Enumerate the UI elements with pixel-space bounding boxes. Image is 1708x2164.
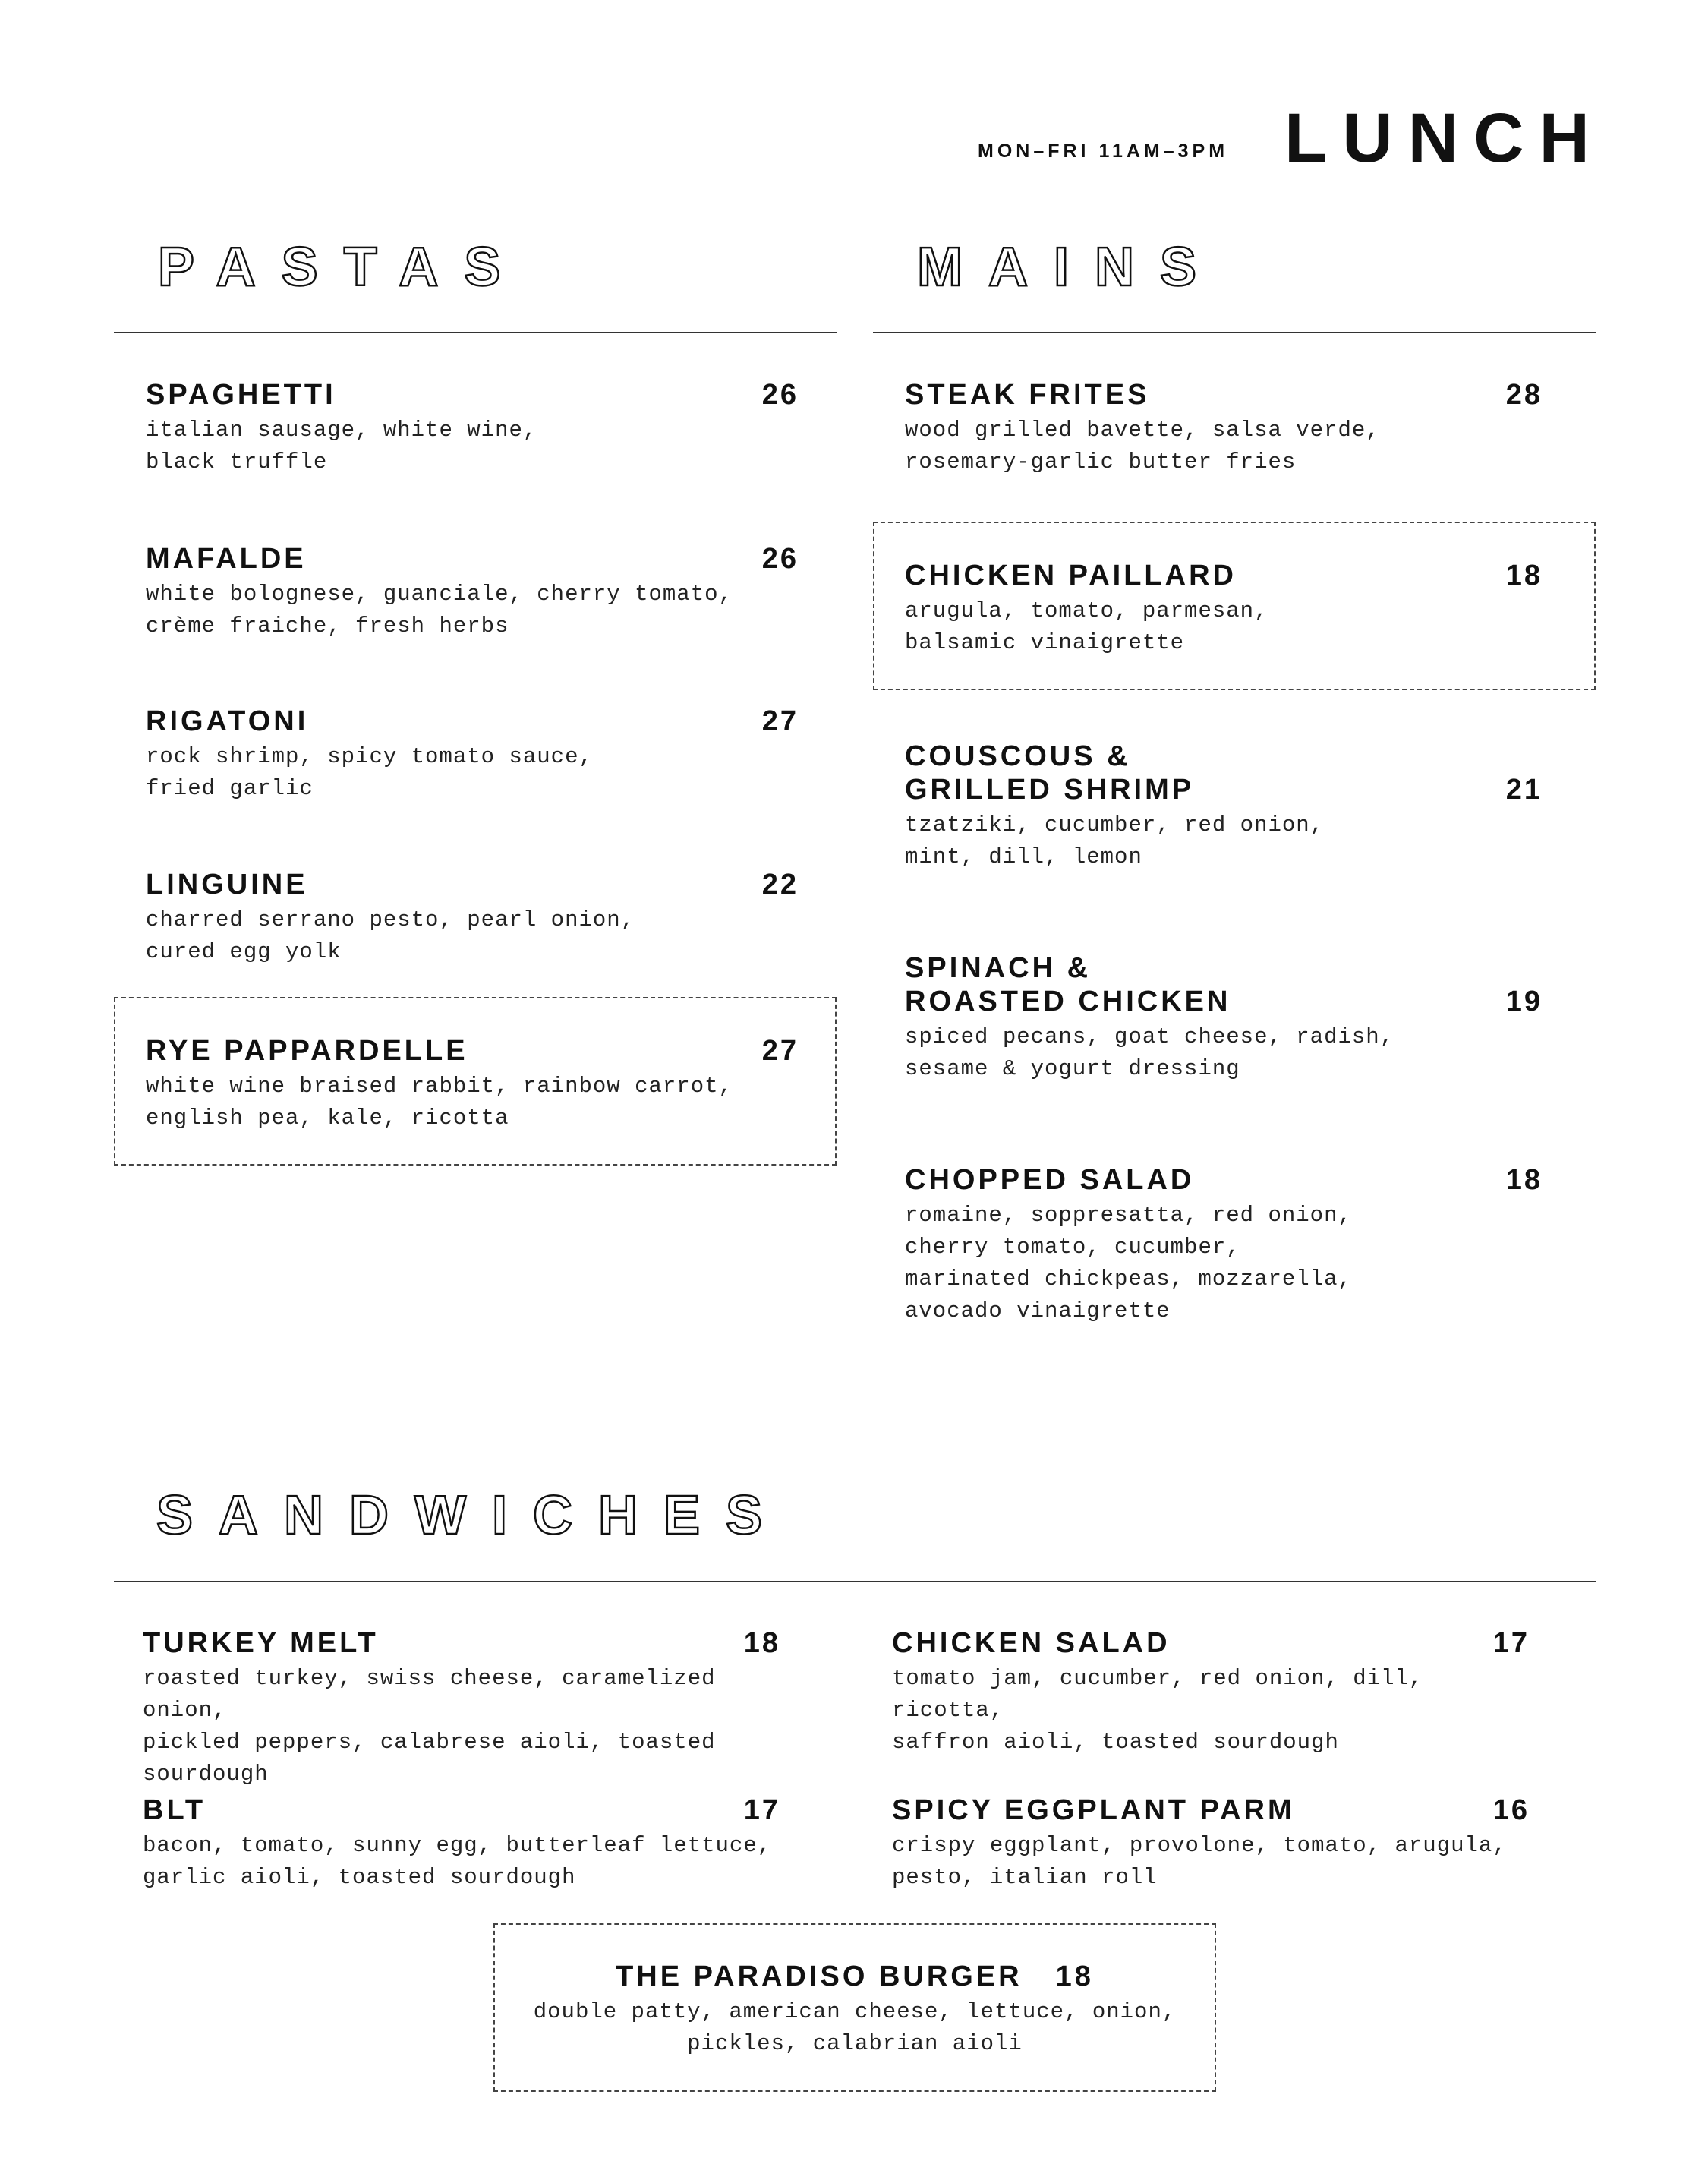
- meal-title: LUNCH: [1284, 99, 1605, 177]
- item-description: wood grilled bavette, salsa verde, rosemary-garlic butter fries: [905, 418, 1380, 475]
- item-price: 27: [761, 1035, 799, 1067]
- item-description: tzatziki, cucumber, red onion, mint, dill, lemon: [905, 812, 1325, 869]
- item-description: white bolognese, guanciale, cherry tomato, crème fraiche, fresh herbs: [146, 582, 733, 639]
- item-name: TURKEY MELT: [143, 1627, 379, 1659]
- item-name: CHICKEN PAILLARD: [905, 560, 1237, 591]
- item-name: STEAK FRITES: [905, 379, 1150, 411]
- item-description: white wine braised rabbit, rainbow carrot, english pea, kale, ricotta: [146, 1074, 733, 1131]
- item-price: 17: [743, 1794, 780, 1826]
- item-price: 26: [761, 543, 799, 575]
- item-name: CHOPPED SALAD: [905, 1164, 1195, 1196]
- item-price: 16: [1492, 1794, 1530, 1826]
- item-price: 19: [1505, 986, 1543, 1017]
- sandwiches-divider: [114, 1581, 1596, 1582]
- item-name: THE PARADISO BURGER: [616, 1961, 1023, 1992]
- item-name: RYE PAPPARDELLE: [146, 1035, 468, 1067]
- pastas-heading: PASTAS: [158, 237, 527, 298]
- item-name: COUSCOUS & GRILLED SHRIMP: [905, 740, 1195, 806]
- item-description: roasted turkey, swiss cheese, caramelized onion, pickled peppers, calabrese aioli, toasted sourdough: [143, 1666, 716, 1787]
- item-name: CHICKEN SALAD: [892, 1627, 1171, 1659]
- item-price: 18: [743, 1627, 780, 1659]
- service-hours: MON–FRI 11AM–3PM: [978, 140, 1229, 162]
- item-price: 22: [761, 869, 799, 901]
- item-price: 18: [1505, 1164, 1543, 1196]
- item-name: SPINACH & ROASTED CHICKEN: [905, 952, 1231, 1017]
- item-description: romaine, soppresatta, red onion, cherry tomato, cucumber, marinated chickpeas, mozzarella, avocado vinaigrette: [905, 1203, 1352, 1323]
- feature-title-row: [495, 1960, 1215, 1993]
- item-price: 18: [1505, 560, 1543, 591]
- item-name: LINGUINE: [146, 869, 308, 901]
- featured-box-burger: [493, 1923, 1216, 2092]
- item-description: bacon, tomato, sunny egg, butterleaf lettuce, garlic aioli, toasted sourdough: [143, 1833, 772, 1890]
- pastas-divider: [114, 332, 837, 333]
- item-name: BLT: [143, 1794, 206, 1826]
- sandwiches-heading: SANDWICHES: [156, 1485, 789, 1546]
- item-description: arugula, tomato, parmesan, balsamic vinaigrette: [905, 598, 1268, 655]
- item-description: charred serrano pesto, pearl onion, cured egg yolk: [146, 907, 635, 964]
- item-price: 26: [761, 379, 799, 411]
- mains-heading: MAINS: [917, 237, 1222, 298]
- item-description: rock shrimp, spicy tomato sauce, fried garlic: [146, 744, 593, 801]
- item-description: tomato jam, cucumber, red onion, dill, ricotta, saffron aioli, toasted sourdough: [892, 1666, 1423, 1755]
- item-description: crispy eggplant, provolone, tomato, arugula, pesto, italian roll: [892, 1833, 1507, 1890]
- item-name: SPAGHETTI: [146, 379, 336, 411]
- item-price: 27: [761, 705, 799, 737]
- item-price: 21: [1505, 774, 1543, 806]
- item-name: MAFALDE: [146, 543, 307, 575]
- mains-divider: [873, 332, 1596, 333]
- item-price: 17: [1492, 1627, 1530, 1659]
- item-price: 18: [1055, 1961, 1094, 1992]
- item-name: SPICY EGGPLANT PARM: [892, 1794, 1295, 1826]
- item-name: RIGATONI: [146, 705, 309, 737]
- item-description: spiced pecans, goat cheese, radish, sesame & yogurt dressing: [905, 1024, 1394, 1081]
- item-description: double patty, american cheese, lettuce, onion, pickles, calabrian aioli: [533, 1999, 1177, 2056]
- item-description: italian sausage, white wine, black truffle: [146, 418, 537, 475]
- item-price: 28: [1505, 379, 1543, 411]
